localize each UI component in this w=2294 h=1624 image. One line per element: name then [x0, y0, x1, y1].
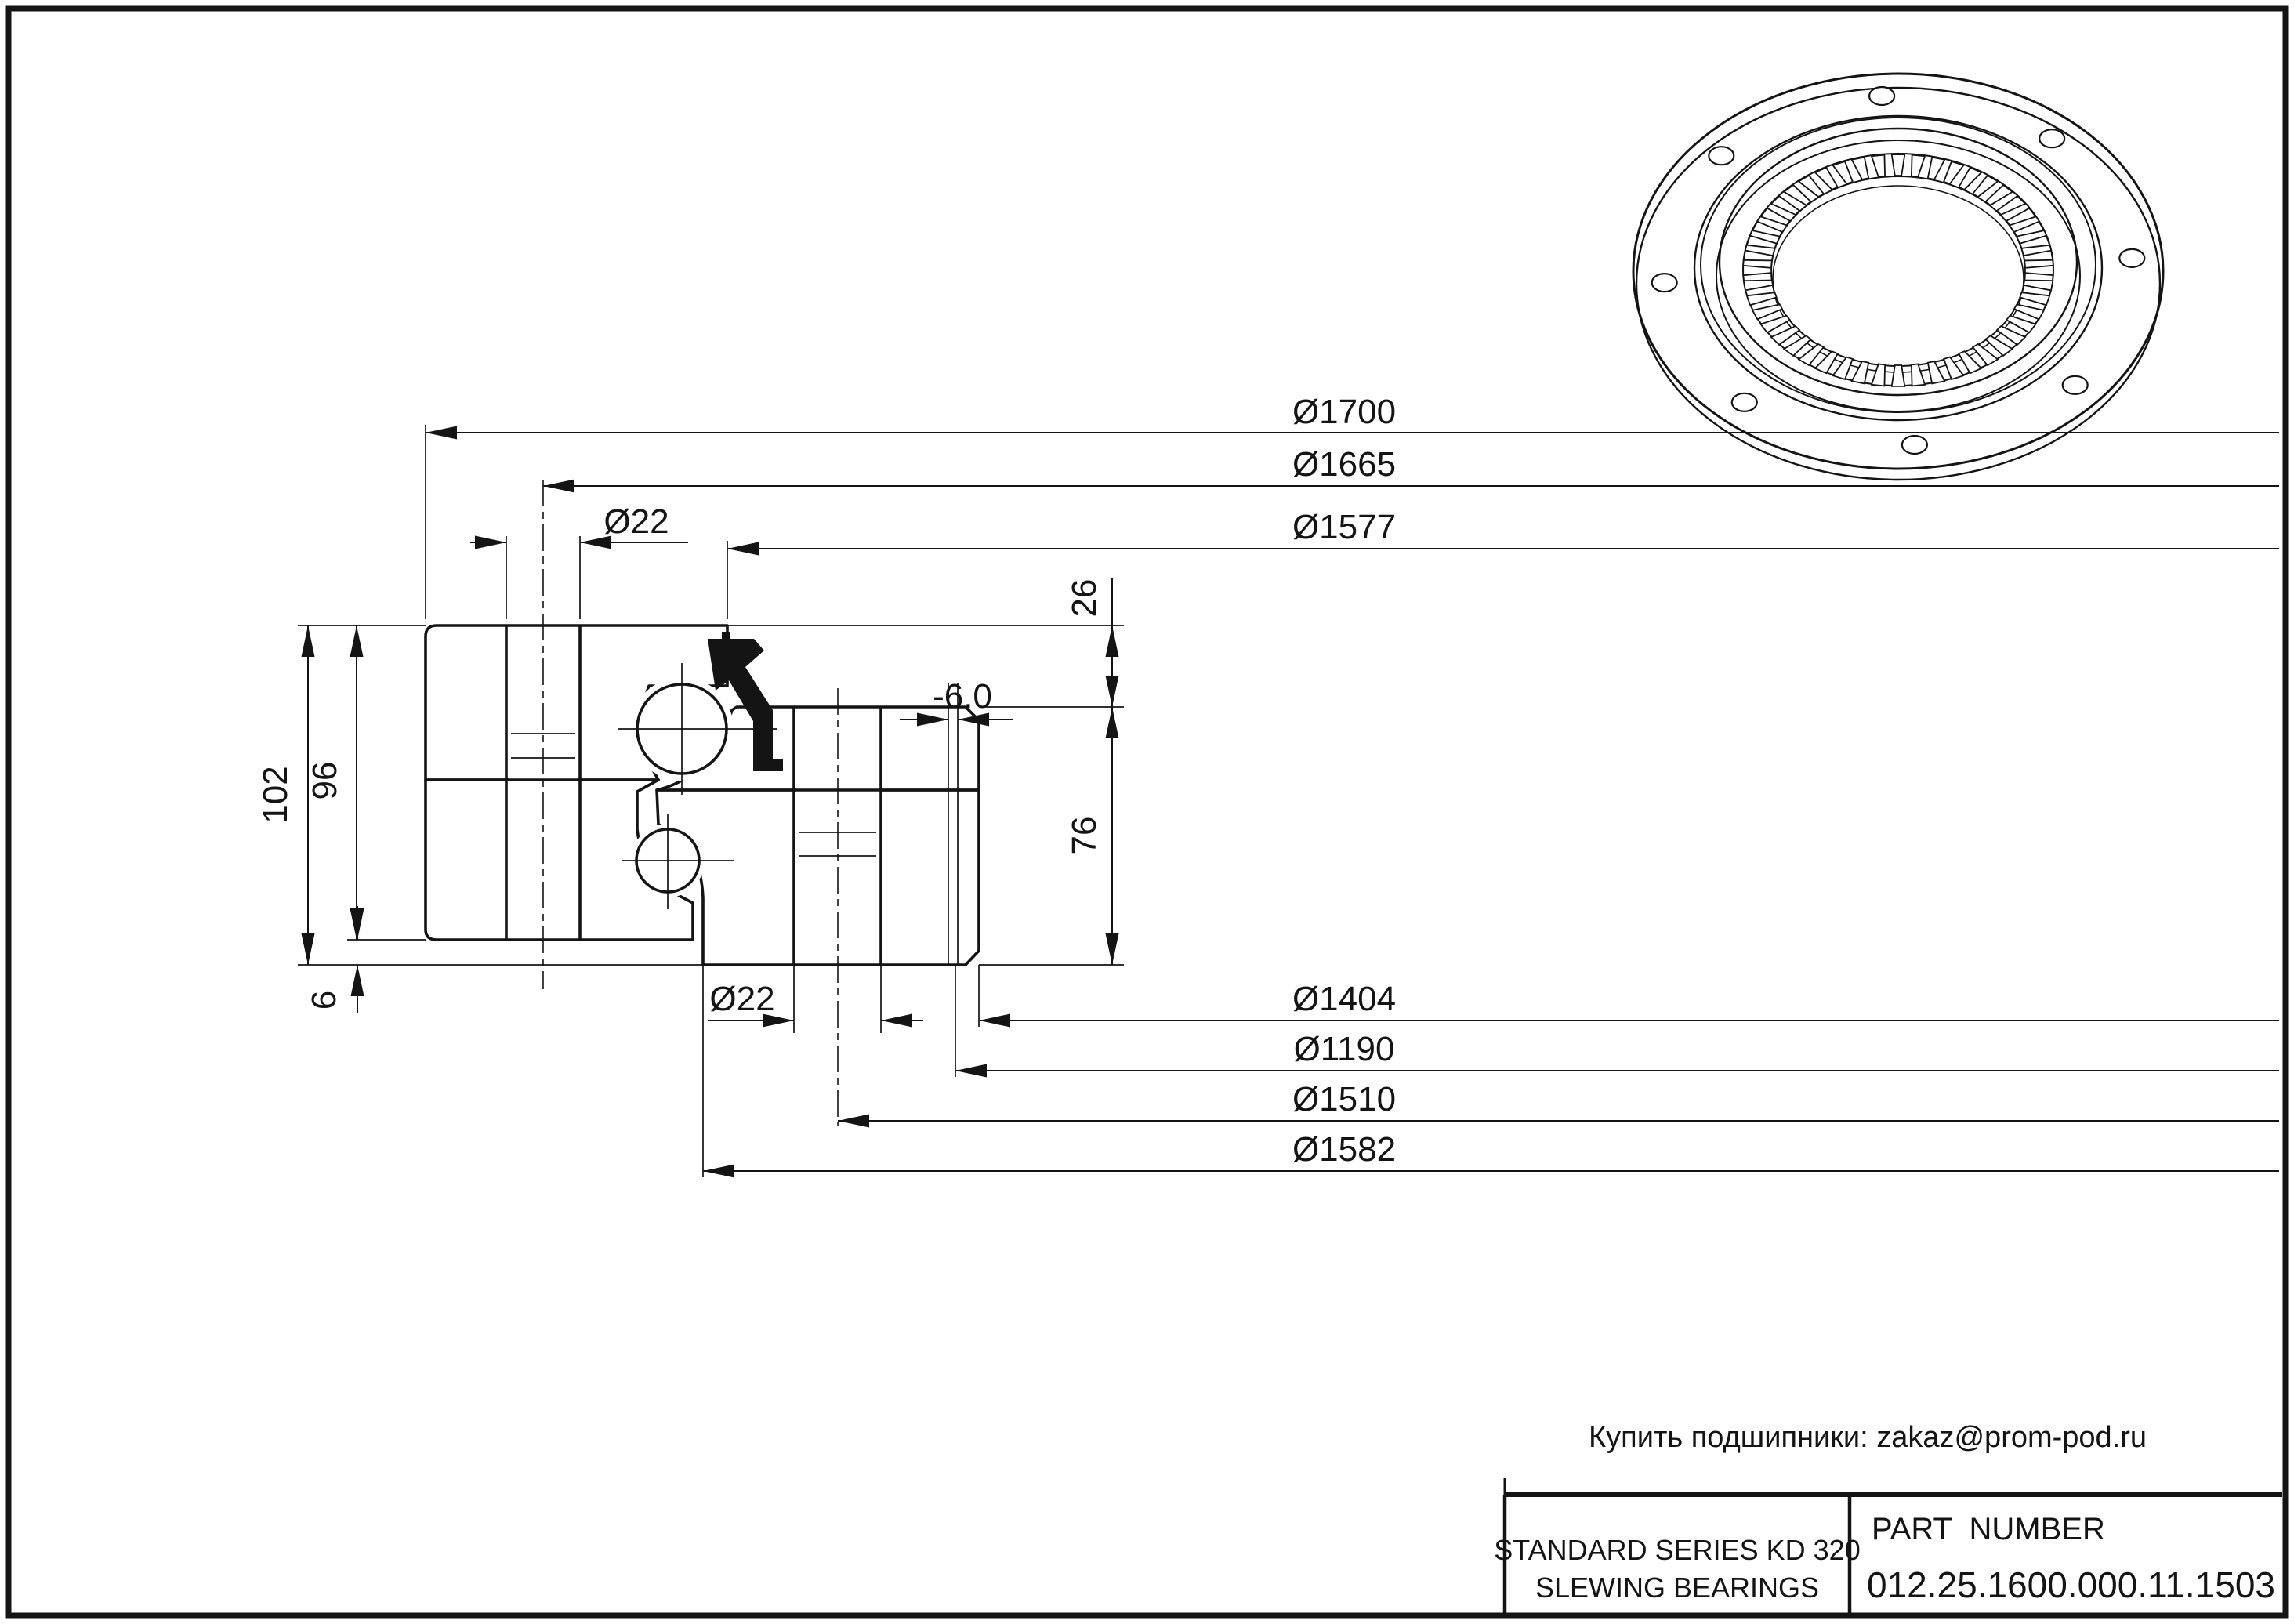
- flange-outer-edge: [1633, 74, 2163, 469]
- dim-label-26: 26: [1065, 578, 1104, 618]
- dimension-1190: [955, 1030, 2279, 1078]
- series-title-line1: STANDARD SERIES KD 320: [1494, 1534, 1861, 1566]
- dim-label-inner-hole: Ø22: [709, 980, 775, 1018]
- dim-label-1190: Ø1190: [1293, 1030, 1395, 1068]
- dimension-1510: [838, 1080, 2279, 1128]
- section-view: [426, 480, 979, 1126]
- dim-label-96: 96: [306, 761, 344, 800]
- bore-lower-edge: [1773, 186, 2024, 372]
- dimension-inner-hole-22: [708, 980, 923, 1028]
- series-title-line2: SLEWING BEARINGS: [1535, 1571, 1820, 1604]
- dim-label-bolt-circle: Ø1665: [1292, 445, 1397, 484]
- part-number-label: PART NUMBER: [1872, 1512, 2105, 1546]
- dim-label-6: 6: [305, 990, 343, 1010]
- part-number-value: 012.25.1600.000.11.1503: [1867, 1564, 2275, 1605]
- dim-label-102: 102: [256, 766, 295, 824]
- dim-label-1582: Ø1582: [1292, 1130, 1397, 1169]
- dim-label-od: Ø1700: [1292, 393, 1397, 431]
- title-block: [1494, 1478, 2282, 1613]
- flange-bolt-holes: [1652, 87, 2145, 454]
- dim-label-gear-offset: -6.0: [933, 677, 992, 716]
- extension-lines: [298, 425, 1124, 1177]
- isometric-view: [1633, 74, 2163, 480]
- dimension-1404: [979, 980, 2279, 1028]
- dim-label-76: 76: [1065, 816, 1104, 855]
- dimension-heights-left: [256, 625, 364, 1013]
- dimension-heights-right: [1065, 578, 1119, 965]
- dimension-bolt-circle-1665: [543, 445, 2279, 493]
- dim-label-1510: Ø1510: [1292, 1080, 1397, 1118]
- gear-teeth: [1743, 154, 2053, 386]
- dimension-raceway-1577: [727, 508, 2279, 556]
- dim-label-outer-hole: Ø22: [603, 502, 669, 541]
- dimension-outer-hole-22: [470, 502, 688, 549]
- dimension-gear-offset: [900, 677, 1013, 727]
- dimension-1582: [703, 1130, 2279, 1178]
- contact-note: Купить подшипники: zakaz@prom-pod.ru: [1589, 1421, 2147, 1454]
- dim-label-1404: Ø1404: [1292, 980, 1397, 1018]
- page-border: [9, 9, 2285, 1615]
- dim-label-raceway: Ø1577: [1292, 508, 1397, 546]
